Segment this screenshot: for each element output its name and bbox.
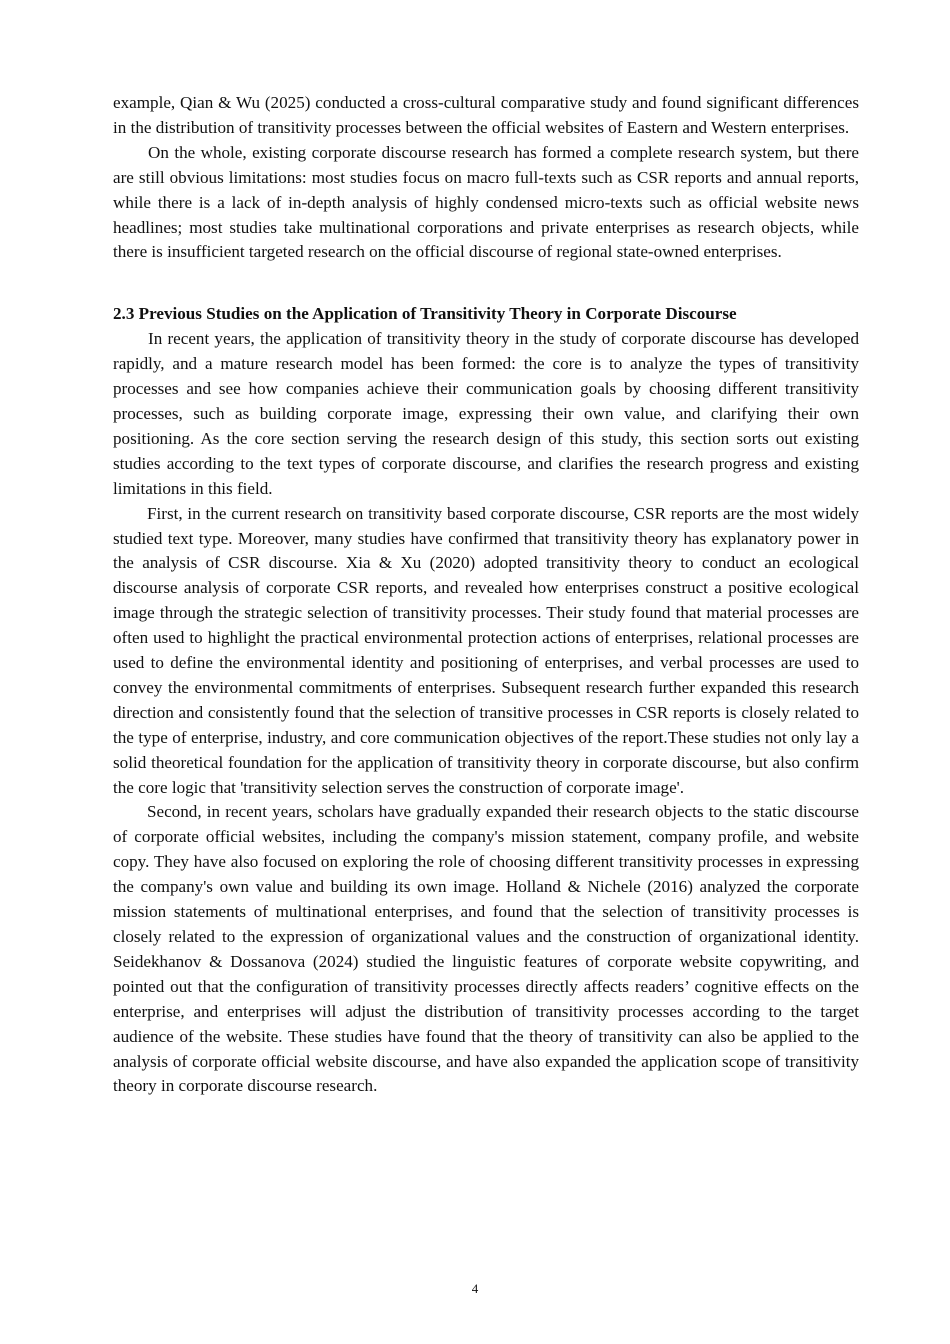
paragraph-intro: In recent years, the application of transitivity theory in the study of corporate discourse has developed rapidly, and a mature research model has been formed: the core is to analyze the types of transitivity processes and see how companies achieve their communication goals by choosing different transitivity processes, such as building corporate image, expressing their own value, and clarifying their own positioning. As the core section serving the research design of this study, this section sorts out existing studies according to the text types of corporate discourse, and clarifies the research progress and existing limitations in this field. — [113, 329, 859, 498]
page-number: 4 — [471, 1281, 479, 1296]
section-gap — [113, 265, 859, 302]
paragraph-limitations: On the whole, existing corporate discourse research has formed a complete research system, but there are still obvious limitations: most studies focus on macro full-texts such as CSR reports and annual reports, while there is a lack of in-depth analysis of highly condensed micro-texts such as official website news headlines; most studies take multinational corporations and private enterprises as research objects, while there is insufficient targeted research on the official discourse of regional state-owned enterprises. — [113, 142, 859, 262]
paragraph-first: First, in the current research on transitivity based corporate discourse, CSR reports are the most widely studied text type. Moreover, many studies have confirmed that transitivity theory has explanatory power in the analysis of CSR discourse. Xia & Xu (2020) adopted transitivity theory to conduct an ecological discourse analysis of corporate CSR reports, and revealed how enterprises construct a positive ecological image through the strategic selection of transitivity processes. Their study found that material processes are often used to highlight the practical environmental protection actions of enterprises, relational processes are used to define the environmental identity and positioning of enterprises, and verbal processes are used to convey the environmental commitments of enterprises. Subsequent research further expanded this research direction and consistently found that the selection of transitive processes in CSR reports is closely related to the type of enterprise, industry, and core communication objectives of the report.These studies not only lay a solid theoretical foundation for the application of transitivity theory in corporate discourse, but also confirm the core logic that 'transitivity selection serves the construction of corporate image'. — [113, 503, 859, 797]
paragraph-continuation: example, Qian & Wu (2025) conducted a cross-cultural comparative study and found significant differences in the distribution of transitivity processes between the official websites of Eastern and Western enterprises. — [113, 93, 859, 137]
section-heading: 2.3 Previous Studies on the Application of Transitivity Theory in Corporate Discourse — [113, 304, 737, 324]
paragraph-second: Second, in recent years, scholars have gradually expanded their research objects to the static discourse of corporate official websites, including the company's mission statement, company profile, and website copy. They have also focused on exploring the role of choosing different transitivity processes in expressing the company's own value and building its own image. Holland & Nichele (2016) analyzed the corporate mission statements of multinational enterprises, and found that the selection of transitivity processes is closely related to the expression of organizational values and the construction of organizational identity. Seidekhanov & Dossanova (2024) studied the linguistic features of corporate website copywriting, and pointed out that the configuration of transitivity processes directly affects readers’ cognitive effects on the enterprise, and enterprises will adjust the distribution of transitivity processes according to the target audience of the website. These studies have found that the theory of transitivity can also be applied to the analysis of corporate official website discourse, and have also expanded the application scope of transitivity theory in corporate discourse research. — [113, 802, 859, 1096]
page-body — [113, 91, 859, 1099]
